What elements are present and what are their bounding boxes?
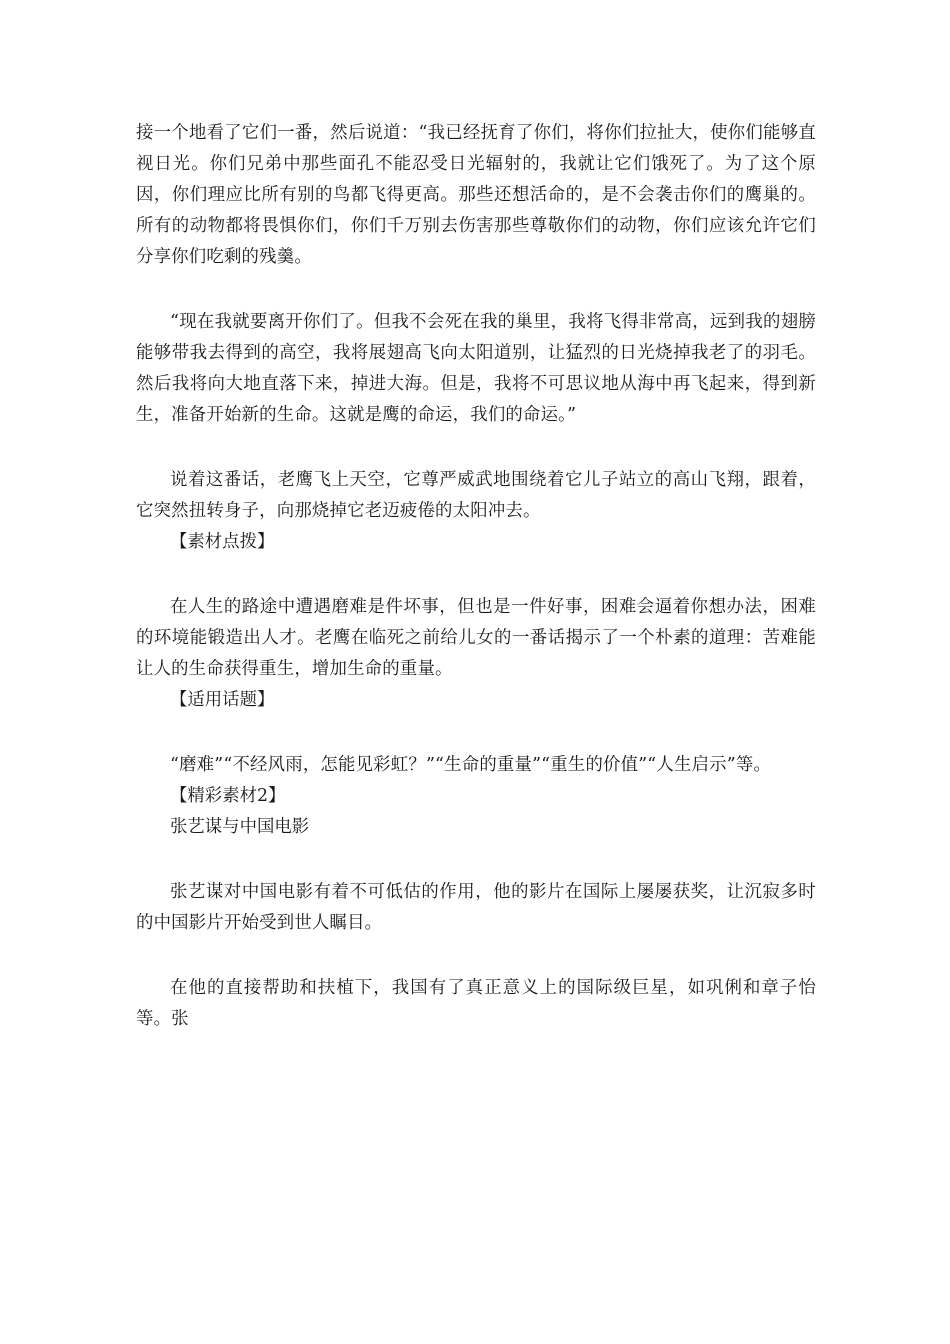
paragraph-applicable-topics: “磨难”“不经风雨，怎能见彩虹？”“生命的重量”“重生的价值”“人生启示”等。 <box>170 755 772 775</box>
paragraph-eagle-speech: 接一个地看了它们一番，然后说道：“我已经抚育了你们，将你们拉扯大，使你们能够直视日光。你们兄弟中那些面孔不能忍受日光辐射的，我就让它们饿死了。为了这个原因，你们理应比所有别的鸟都飞得更高。那些还想活命的，是不会袭击你们的鹰巢的。所有的动物都将畏惧你们，你们千万别去伤害那些尊敬你们的动物，你们应该允许它们分享你们吃剩的残羹。 <box>136 123 816 267</box>
paragraph-eagle-farewell: “现在我就要离开你们了。但我不会死在我的巢里，我将飞得非常高，远到我的翅膀能够带我去得到的高空，我将展翅高飞向太阳道别，让猛烈的日光烧掉我老了的羽毛。然后我将向大地直落下来，掉进大海。但是，我将不可思议地从海中再飞起来，得到新生，准备开始新的生命。这就是鹰的命运，我们的命运。” <box>136 312 816 425</box>
document-page <box>136 118 816 1035</box>
article-title-zhang-yimou: 张艺谋与中国电影 <box>170 817 310 837</box>
paragraph-material-tips: 在人生的路途中遭遇磨难是件坏事，但也是一件好事，困难会逼着你想办法，困难的环境能锻造出人才。老鹰在临死之前给儿女的一番话揭示了一个朴素的道理：苦难能让人的生命获得重生，增加生命的重量。 <box>136 597 816 679</box>
paragraph-zhang-yimou-stars: 在他的直接帮助和扶植下，我国有了真正意义上的国际级巨星，如巩俐和章子怡等。张 <box>136 978 816 1029</box>
section-heading-applicable-topics: 【适用话题】 <box>170 690 275 710</box>
paragraph-zhang-yimou-influence: 张艺谋对中国电影有着不可低估的作用，他的影片在国际上屡屡获奖，让沉寂多时的中国影片开始受到世人瞩目。 <box>136 882 816 933</box>
section-heading-material-tips: 【素材点拨】 <box>170 532 275 552</box>
paragraph-eagle-flight: 说着这番话，老鹰飞上天空，它尊严威武地围绕着它儿子站立的高山飞翔，跟着，它突然扭转身子，向那烧掉它老迈疲倦的太阳冲去。 <box>136 470 816 521</box>
section-heading-material-2: 【精彩素材2】 <box>170 786 286 806</box>
